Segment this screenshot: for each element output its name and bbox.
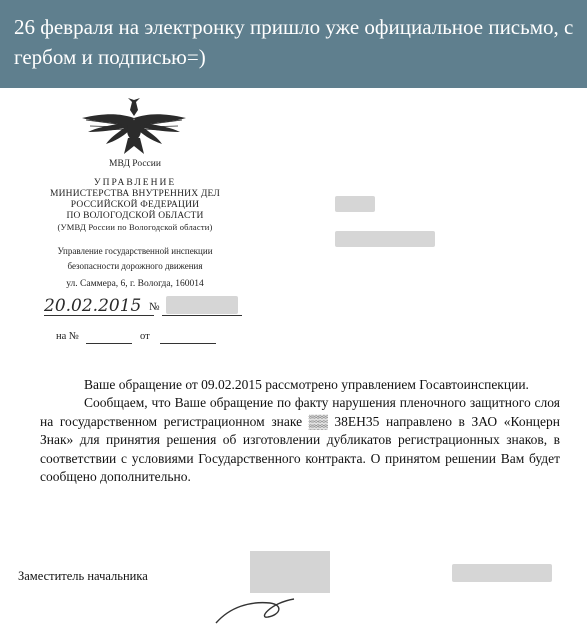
caption-text: 26 февраля на электронку пришло уже официальное письмо, с гербом и подписью=)	[14, 15, 574, 69]
reference-row	[56, 331, 236, 347]
redacted-recipient-name	[335, 196, 375, 212]
date-underline	[44, 315, 154, 316]
handwritten-date: 20.02.2015	[44, 296, 142, 316]
ref-from-label: от	[140, 331, 150, 342]
ref-number-label: на №	[56, 331, 79, 342]
body-paragraph: Сообщаем, что Ваше обращение по факту нарушения пленочного защитного слоя на государственном регистрационном знаке ▒▒ 38ЕН35 направлено в ЗАО «Концерн Знак» для принятия решения об изготовлении дубликатов регистрационных знаков, в соответствии с условиями Государственного контракта. О принятом решении Вам будет сообщено дополнительно.	[40, 395, 560, 485]
ref-from-line	[160, 343, 216, 344]
letterhead-sub-line: безопасности дорожного движения	[67, 261, 203, 271]
redacted-recipient-address	[335, 231, 435, 247]
letterhead-organization	[30, 178, 240, 233]
body-paragraph: Ваше обращение от 09.02.2015 рассмотрено управлением Госавтоинспекции.	[84, 377, 529, 392]
letterhead-org-line: (УМВД России по Вологодской области)	[57, 222, 213, 232]
letterhead-org-line: РОССИЙСКОЙ ФЕДЕРАЦИИ	[70, 200, 200, 210]
letterhead-org-line: МИНИСТЕРСТВА ВНУТРЕННИХ ДЕЛ	[49, 189, 221, 199]
redacted-signer-name	[452, 564, 552, 582]
letterhead-sub-line: Управление государственной инспекции	[57, 246, 213, 256]
signer-title: Заместитель начальника	[18, 569, 148, 583]
outgoing-date-row	[44, 296, 274, 318]
official-letter	[0, 88, 587, 640]
handwritten-signature	[210, 543, 360, 633]
letterhead-subdivision	[30, 246, 240, 272]
letterhead-org-line: УПРАВЛЕНИЕ	[93, 178, 177, 188]
letterhead-address: ул. Саммера, 6, г. Вологда, 160014	[66, 279, 204, 289]
number-label: №	[149, 301, 160, 313]
letterhead-dept: МВД России	[109, 159, 161, 169]
redacted-outgoing-number	[166, 296, 238, 314]
letterhead-org-line: ПО ВОЛОГОДСКОЙ ОБЛАСТИ	[66, 211, 204, 221]
number-underline	[162, 315, 242, 316]
double-headed-eagle-icon	[78, 96, 190, 156]
caption-banner	[0, 0, 587, 88]
ref-number-line	[86, 343, 132, 344]
letter-body	[40, 376, 560, 486]
